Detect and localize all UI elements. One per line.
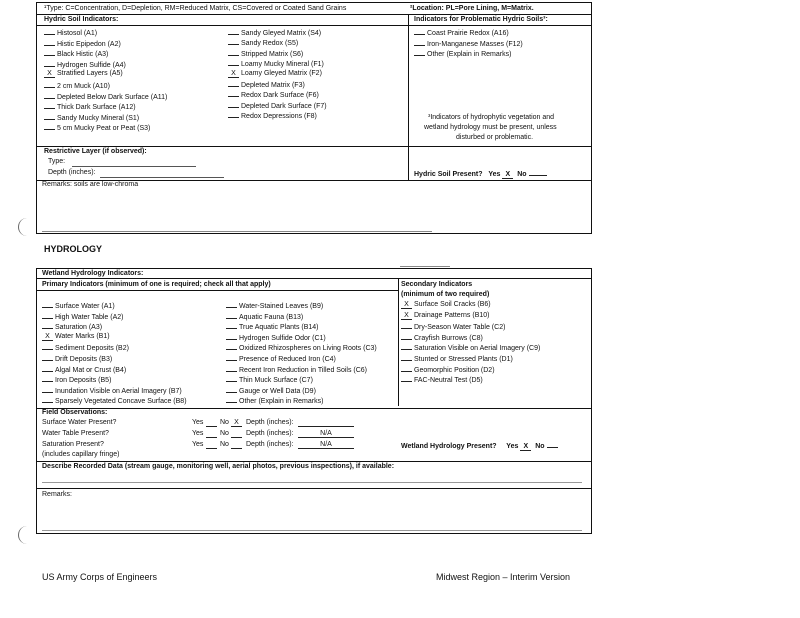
indicator-checkbox[interactable] bbox=[42, 385, 53, 393]
yes-label: Yes bbox=[192, 441, 204, 448]
indicator-label: Depleted Dark Surface (F7) bbox=[241, 102, 327, 110]
indicator-item bbox=[44, 38, 121, 49]
indicator-item bbox=[228, 37, 298, 48]
describe-recorded-data-label: Describe Recorded Data (stream gauge, monitoring well, aerial photos, previous inspections), if available: bbox=[42, 463, 395, 470]
indicator-checkbox[interactable] bbox=[42, 353, 53, 361]
indicator-label: Redox Depressions (F8) bbox=[241, 113, 317, 121]
indicator-item bbox=[42, 332, 110, 341]
indicator-checkbox[interactable] bbox=[401, 364, 412, 372]
indicator-item bbox=[226, 332, 326, 343]
observation-yes-checkbox[interactable] bbox=[206, 430, 217, 438]
hydric-soil-no-checkbox[interactable] bbox=[529, 168, 547, 176]
observation-yes-checkbox[interactable] bbox=[206, 419, 217, 427]
hydrology-title: HYDROLOGY bbox=[44, 244, 103, 254]
type-footnote: ¹Type: C=Concentration, D=Depletion, RM=Reduced Matrix, CS=Covered or Coated Sand Grains bbox=[44, 5, 347, 12]
indicator-item bbox=[42, 364, 126, 375]
indicator-item bbox=[42, 395, 187, 406]
indicator-checkbox[interactable] bbox=[226, 342, 237, 350]
indicator-checkbox[interactable] bbox=[226, 374, 237, 382]
indicator-item bbox=[401, 364, 495, 375]
indicator-item bbox=[228, 27, 321, 38]
indicator-checkbox[interactable] bbox=[42, 364, 53, 372]
depth-label: Depth (inches): bbox=[246, 430, 294, 437]
indicator-item bbox=[226, 385, 316, 396]
binder-hole-mark bbox=[18, 526, 33, 544]
indicator-label: Iron-Manganese Masses (F12) bbox=[427, 40, 523, 48]
yes-label: Yes bbox=[192, 430, 204, 437]
footnote-line: wetland hydrology must be present, unless bbox=[424, 124, 557, 131]
observation-label: Surface Water Present? bbox=[42, 419, 117, 426]
indicator-checkbox[interactable]: X bbox=[401, 301, 412, 309]
indicator-item bbox=[42, 353, 112, 364]
indicator-checkbox[interactable]: X bbox=[228, 70, 239, 78]
indicator-item bbox=[44, 101, 136, 112]
soil-remarks bbox=[42, 181, 138, 189]
indicator-checkbox[interactable] bbox=[228, 27, 239, 35]
primary-indicators-label: Primary Indicators (minimum of one is required; check all that apply) bbox=[42, 281, 271, 288]
indicator-item bbox=[226, 300, 323, 311]
indicator-item bbox=[228, 110, 317, 121]
indicator-label: Loamy Gleyed Matrix (F2) bbox=[241, 69, 322, 77]
indicator-label: Other (Explain in Remarks) bbox=[427, 51, 512, 59]
indicator-checkbox[interactable] bbox=[44, 27, 55, 35]
indicator-label: True Aquatic Plants (B14) bbox=[239, 324, 319, 332]
indicator-label: Histosol (A1) bbox=[57, 30, 98, 37]
wetland-hydrology-present-label: Wetland Hydrology Present? bbox=[401, 443, 497, 450]
indicator-checkbox[interactable] bbox=[401, 332, 412, 340]
depth-label: Depth (inches): bbox=[246, 441, 294, 448]
no-label: No bbox=[220, 441, 229, 448]
yes-label: Yes bbox=[506, 443, 519, 450]
footnote-line: disturbed or problematic. bbox=[456, 134, 534, 141]
indicator-checkbox[interactable] bbox=[44, 38, 55, 46]
hydric-soil-indicators-header: Hydric Soil Indicators: bbox=[44, 16, 119, 23]
indicator-label: Iron Deposits (B5) bbox=[55, 377, 112, 385]
indicator-checkbox[interactable] bbox=[44, 59, 55, 67]
indicator-item bbox=[401, 374, 483, 385]
indicator-checkbox[interactable] bbox=[401, 342, 412, 350]
indicator-label: Algal Mat or Crust (B4) bbox=[55, 366, 127, 374]
indicator-checkbox[interactable] bbox=[228, 48, 239, 56]
indicator-label: Crayfish Burrows (C8) bbox=[414, 334, 483, 342]
indicator-label: Surface Water (A1) bbox=[55, 303, 115, 310]
indicator-item bbox=[44, 91, 167, 102]
indicator-label: Stunted or Stressed Plants (D1) bbox=[414, 356, 513, 363]
hydric-soil-present-text: Hydric Soil Present? bbox=[414, 171, 483, 178]
divider bbox=[36, 146, 592, 147]
indicator-item bbox=[44, 27, 97, 38]
indicator-label: Black Histic (A3) bbox=[57, 51, 109, 59]
indicator-checkbox[interactable] bbox=[44, 101, 55, 109]
indicator-label: Saturation (A3) bbox=[55, 324, 103, 332]
indicator-label: Geomorphic Position (D2) bbox=[414, 366, 495, 374]
indicator-item bbox=[226, 395, 323, 406]
indicator-label: Water Marks (B1) bbox=[55, 332, 110, 340]
indicator-label: Sparsely Vegetated Concave Surface (B8) bbox=[55, 398, 187, 406]
indicator-label: Sandy Mucky Mineral (S1) bbox=[57, 114, 140, 122]
indicator-item bbox=[226, 374, 313, 385]
indicator-label: 5 cm Mucky Peat or Peat (S3) bbox=[57, 125, 151, 133]
soil-remarks-label: Remarks: bbox=[42, 181, 72, 188]
hydrology-remarks-line[interactable] bbox=[42, 530, 582, 531]
indicator-label: Surface Soil Cracks (B6) bbox=[414, 301, 491, 308]
indicator-item bbox=[228, 48, 303, 59]
hydric-soil-present-label bbox=[414, 168, 547, 179]
indicator-label: Sandy Redox (S5) bbox=[241, 40, 299, 48]
restrictive-type-label: Type: bbox=[48, 158, 66, 165]
indicator-label: Thick Dark Surface (A12) bbox=[57, 104, 136, 112]
indicator-label: Histic Epipedon (A2) bbox=[57, 40, 121, 48]
indicator-checkbox[interactable]: X bbox=[44, 70, 55, 78]
footer-agency: US Army Corps of Engineers bbox=[42, 572, 158, 582]
indicator-checkbox[interactable] bbox=[44, 80, 55, 88]
soil-remarks-text[interactable]: soils are low-chroma bbox=[73, 181, 139, 188]
divider bbox=[36, 278, 592, 279]
indicator-label: 2 cm Muck (A10) bbox=[57, 83, 110, 90]
indicator-checkbox[interactable] bbox=[226, 321, 237, 329]
indicator-item bbox=[228, 79, 305, 90]
indicator-checkbox[interactable] bbox=[228, 37, 239, 45]
yes-label: Yes bbox=[192, 419, 204, 426]
indicator-checkbox[interactable]: X bbox=[42, 333, 53, 341]
no-label: No bbox=[535, 443, 545, 450]
observation-label: Saturation Present? bbox=[42, 441, 104, 448]
header-rule bbox=[400, 266, 450, 267]
indicator-checkbox[interactable] bbox=[44, 48, 55, 56]
indicator-checkbox[interactable] bbox=[401, 353, 412, 361]
indicator-item bbox=[44, 59, 126, 70]
divider bbox=[36, 408, 592, 409]
indicator-item bbox=[228, 69, 322, 78]
indicator-label: Coast Prairie Redox (A16) bbox=[427, 30, 509, 37]
indicator-checkbox[interactable] bbox=[44, 122, 55, 130]
indicator-label: Hydrogen Sulfide Odor (C1) bbox=[239, 334, 326, 342]
indicator-item bbox=[401, 311, 489, 320]
indicator-label: FAC-Neutral Test (D5) bbox=[414, 377, 483, 385]
indicator-item bbox=[228, 89, 319, 100]
indicator-item bbox=[42, 385, 182, 396]
indicator-label: Sandy Gleyed Matrix (S4) bbox=[241, 30, 322, 37]
describe-field-line[interactable] bbox=[42, 482, 582, 483]
indicator-checkbox[interactable] bbox=[401, 374, 412, 382]
footnote-line: ³Indicators of hydrophytic vegetation and bbox=[428, 114, 555, 121]
indicator-label: Water-Stained Leaves (B9) bbox=[239, 303, 324, 310]
indicator-item bbox=[226, 364, 367, 375]
wetland-hydrology-no-checkbox[interactable] bbox=[547, 440, 558, 448]
indicator-item bbox=[228, 100, 327, 111]
depth-value[interactable]: N/A bbox=[298, 430, 354, 438]
divider bbox=[408, 146, 409, 180]
observation-no-checkbox[interactable] bbox=[231, 430, 242, 438]
indicator-item bbox=[44, 69, 123, 78]
depth-value[interactable] bbox=[298, 419, 354, 427]
indicator-checkbox[interactable] bbox=[42, 374, 53, 382]
indicator-item bbox=[401, 300, 491, 309]
indicator-label: Thin Muck Surface (C7) bbox=[239, 377, 313, 385]
indicator-label: Inundation Visible on Aerial Imagery (B7) bbox=[55, 387, 182, 395]
no-label: No bbox=[517, 171, 527, 178]
indicator-item bbox=[401, 332, 483, 343]
indicator-item bbox=[42, 321, 102, 332]
indicator-item bbox=[44, 80, 110, 91]
indicator-label: Presence of Reduced Iron (C4) bbox=[239, 356, 336, 363]
restrictive-layer-label: Restrictive Layer (if observed): bbox=[44, 148, 147, 155]
no-label: No bbox=[220, 419, 229, 426]
indicator-item bbox=[226, 353, 336, 364]
indicator-item bbox=[226, 311, 303, 322]
capillary-fringe-note: (includes capillary fringe) bbox=[42, 451, 120, 458]
indicator-checkbox[interactable] bbox=[228, 100, 239, 108]
divider bbox=[36, 25, 592, 26]
indicator-label: Sediment Deposits (B2) bbox=[55, 345, 129, 353]
indicator-checkbox[interactable] bbox=[44, 112, 55, 120]
indicator-checkbox[interactable] bbox=[42, 300, 53, 308]
divider bbox=[36, 488, 592, 489]
indicator-label: Redox Dark Surface (F6) bbox=[241, 92, 319, 100]
restrictive-depth-label: Depth (inches): bbox=[48, 169, 96, 176]
indicator-checkbox[interactable] bbox=[42, 342, 53, 350]
indicator-item bbox=[226, 321, 319, 332]
indicator-label: Gauge or Well Data (D9) bbox=[239, 387, 316, 395]
indicator-checkbox[interactable] bbox=[228, 89, 239, 97]
indicator-label: Depleted Below Dark Surface (A11) bbox=[57, 93, 168, 101]
indicator-label: Drift Deposits (B3) bbox=[55, 356, 113, 363]
indicator-label: Depleted Matrix (F3) bbox=[241, 82, 305, 89]
indicator-checkbox[interactable] bbox=[228, 58, 239, 66]
indicator-checkbox[interactable] bbox=[226, 364, 237, 372]
indicator-item bbox=[42, 311, 123, 322]
indicator-checkbox[interactable]: X bbox=[401, 312, 412, 320]
indicator-label: Saturation Visible on Aerial Imagery (C9) bbox=[414, 345, 541, 353]
secondary-indicators-label: Secondary Indicators bbox=[401, 281, 473, 288]
divider bbox=[408, 14, 409, 146]
indicator-checkbox[interactable] bbox=[401, 321, 412, 329]
hydrology-remarks-label: Remarks: bbox=[42, 491, 72, 498]
indicator-item bbox=[401, 353, 513, 364]
restrictive-depth-field[interactable] bbox=[100, 177, 224, 178]
field-observations-label: Field Observations: bbox=[42, 409, 108, 416]
indicator-checkbox[interactable] bbox=[226, 300, 237, 308]
indicator-item bbox=[401, 342, 540, 353]
indicator-checkbox[interactable] bbox=[226, 332, 237, 340]
indicator-label: Stripped Matrix (S6) bbox=[241, 50, 304, 58]
indicator-label: Stratified Layers (A5) bbox=[57, 70, 123, 78]
indicator-item bbox=[42, 300, 115, 311]
hydric-soil-yes-checkbox[interactable]: X bbox=[502, 171, 513, 179]
location-footnote: ²Location: PL=Pore Lining, M=Matrix. bbox=[410, 5, 534, 12]
binder-hole-mark bbox=[18, 218, 33, 236]
indicator-item bbox=[44, 122, 150, 133]
indicator-checkbox[interactable] bbox=[228, 79, 239, 87]
problematic-indicators-header: Indicators for Problematic Hydric Soils³: bbox=[414, 16, 548, 23]
divider bbox=[36, 461, 592, 462]
indicator-label: Recent Iron Reduction in Tilled Soils (C6) bbox=[239, 366, 368, 374]
indicator-label: Loamy Mucky Mineral (F1) bbox=[241, 61, 324, 69]
indicator-checkbox[interactable] bbox=[42, 321, 53, 329]
indicator-item bbox=[414, 38, 523, 49]
indicator-checkbox[interactable] bbox=[414, 27, 425, 35]
divider bbox=[36, 14, 592, 15]
indicator-checkbox[interactable] bbox=[44, 91, 55, 99]
indicator-item bbox=[44, 48, 108, 59]
secondary-indicators-sublabel: (minimum of two required) bbox=[401, 291, 490, 298]
restrictive-type-field[interactable] bbox=[72, 166, 196, 167]
indicator-checkbox[interactable] bbox=[414, 38, 425, 46]
indicator-checkbox[interactable] bbox=[414, 48, 425, 56]
indicator-label: Oxidized Rhizospheres on Living Roots (C3) bbox=[239, 345, 377, 353]
indicator-item bbox=[401, 321, 505, 332]
indicator-label: Hydrogen Sulfide (A4) bbox=[57, 61, 126, 69]
observation-no-checkbox[interactable]: X bbox=[231, 419, 242, 427]
indicator-item bbox=[42, 374, 111, 385]
wetland-hydrology-indicators-label: Wetland Hydrology Indicators: bbox=[42, 270, 144, 277]
indicator-label: Dry-Season Water Table (C2) bbox=[414, 324, 506, 332]
soil-remarks-line bbox=[42, 231, 432, 232]
indicator-item bbox=[414, 48, 511, 59]
indicator-item bbox=[42, 342, 129, 353]
depth-label: Depth (inches): bbox=[246, 419, 294, 426]
indicator-checkbox[interactable] bbox=[226, 385, 237, 393]
indicator-label: Drainage Patterns (B10) bbox=[414, 311, 490, 319]
yes-label: Yes bbox=[488, 171, 501, 178]
footer-region-version: Midwest Region – Interim Version bbox=[436, 572, 571, 582]
observation-yes-checkbox[interactable] bbox=[206, 441, 217, 449]
indicator-label: Other (Explain in Remarks) bbox=[239, 398, 324, 406]
indicator-label: High Water Table (A2) bbox=[55, 313, 124, 321]
indicator-item bbox=[414, 27, 509, 38]
indicator-checkbox[interactable] bbox=[226, 353, 237, 361]
indicator-checkbox[interactable] bbox=[42, 311, 53, 319]
indicator-label: Aquatic Fauna (B13) bbox=[239, 313, 304, 321]
no-label: No bbox=[220, 430, 229, 437]
divider bbox=[398, 278, 399, 406]
depth-value[interactable]: N/A bbox=[298, 441, 354, 449]
wetland-hydrology-yes-checkbox[interactable]: X bbox=[520, 443, 531, 451]
indicator-checkbox[interactable] bbox=[226, 395, 237, 403]
observation-label: Water Table Present? bbox=[42, 430, 109, 437]
indicator-checkbox[interactable] bbox=[42, 395, 53, 403]
observation-no-checkbox[interactable] bbox=[231, 441, 242, 449]
indicator-item bbox=[228, 58, 324, 69]
indicator-item bbox=[226, 342, 377, 353]
divider bbox=[36, 290, 398, 291]
indicator-checkbox[interactable] bbox=[228, 110, 239, 118]
indicator-item bbox=[44, 112, 139, 123]
indicator-checkbox[interactable] bbox=[226, 311, 237, 319]
wetland-hydrology-present bbox=[401, 440, 558, 451]
